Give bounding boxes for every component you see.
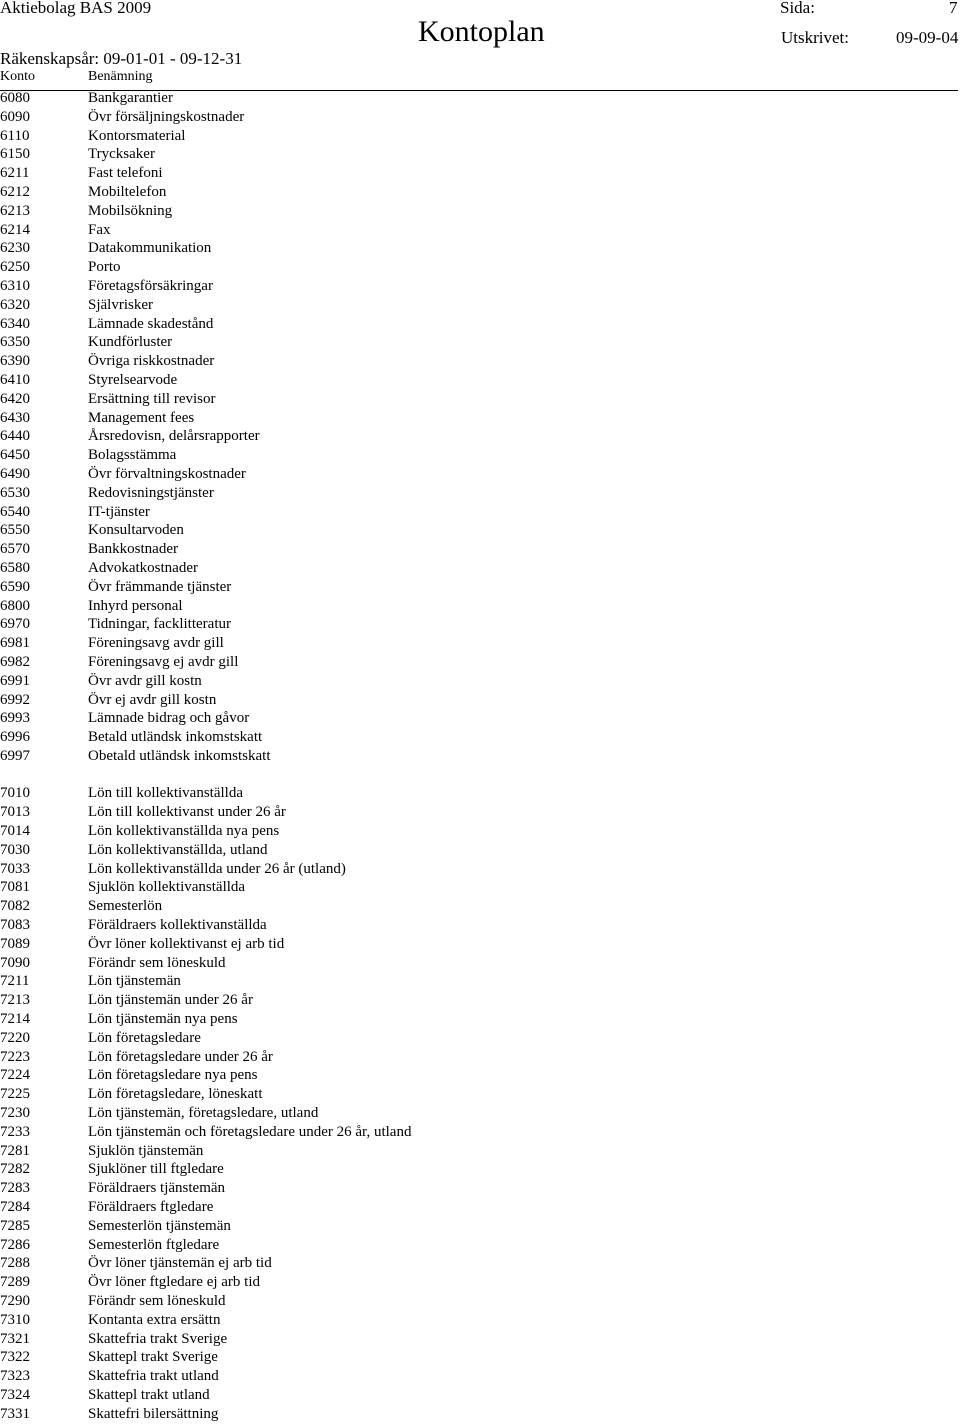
table-row <box>0 878 958 897</box>
account-name: Bankkostnader <box>88 541 178 558</box>
table-row <box>0 916 958 935</box>
table-row <box>0 258 958 277</box>
account-name: Kontorsmaterial <box>88 127 186 144</box>
table-row <box>0 1029 958 1048</box>
table-row <box>0 239 958 258</box>
account-name: Övr löner tjänstemän ej arb tid <box>88 1255 272 1272</box>
account-number: 7220 <box>0 1029 30 1046</box>
account-number: 7030 <box>0 841 30 858</box>
account-name: IT-tjänster <box>88 503 150 520</box>
account-name: Ersättning till revisor <box>88 390 216 407</box>
account-number: 7288 <box>0 1255 30 1272</box>
table-row <box>0 1085 958 1104</box>
account-number: 6213 <box>0 202 30 219</box>
account-name: Föräldraers kollektivanställda <box>88 917 267 934</box>
table-row <box>0 484 958 503</box>
account-name: Fast telefoni <box>88 165 163 182</box>
account-name: Mobilsökning <box>88 202 173 219</box>
account-name: Kontanta extra ersättn <box>88 1311 221 1328</box>
account-name: Självrisker <box>88 296 153 313</box>
table-row <box>0 333 958 352</box>
account-name: Skattefri bilersättning <box>88 1405 219 1422</box>
account-name: Trycksaker <box>88 146 155 163</box>
account-name: Övr försäljningskostnader <box>88 108 245 125</box>
account-name: Sjuklöner till ftgledare <box>88 1161 224 1178</box>
table-row <box>0 803 958 822</box>
account-number: 6997 <box>0 747 30 764</box>
account-name: Föräldraers ftgledare <box>88 1199 214 1216</box>
table-row <box>0 1048 958 1067</box>
account-name: Semesterlön tjänstemän <box>88 1217 231 1234</box>
account-name: Föreningsavg ej avdr gill <box>88 653 239 670</box>
table-row <box>0 841 958 860</box>
account-number: 6993 <box>0 710 30 727</box>
account-number: 6090 <box>0 108 30 125</box>
account-name: Förändr sem löneskuld <box>88 954 226 971</box>
account-number: 7323 <box>0 1368 30 1385</box>
account-number: 6320 <box>0 296 30 313</box>
account-name: Lön tjänstemän nya pens <box>88 1011 238 1028</box>
account-number: 6340 <box>0 315 30 332</box>
account-name: Lön företagsledare under 26 år <box>88 1048 273 1065</box>
account-number: 6214 <box>0 221 30 238</box>
account-number: 7230 <box>0 1105 30 1122</box>
table-row <box>0 1142 958 1161</box>
account-number: 6212 <box>0 183 30 200</box>
account-number: 6390 <box>0 353 30 370</box>
account-number: 7081 <box>0 879 30 896</box>
account-number: 7281 <box>0 1142 30 1159</box>
table-row <box>0 164 958 183</box>
account-name: Semesterlön ftgledare <box>88 1236 220 1253</box>
table-row <box>0 954 958 973</box>
account-name: Semesterlön <box>88 898 163 915</box>
account-name: Datakommunikation <box>88 240 212 257</box>
page-number: 7 <box>949 0 958 17</box>
account-name: Lön företagsledare nya pens <box>88 1067 258 1084</box>
account-name: Företagsförsäkringar <box>88 277 213 294</box>
account-name: Skattefria trakt utland <box>88 1368 219 1385</box>
table-row <box>0 935 958 954</box>
table-row <box>0 1348 958 1367</box>
table-row <box>0 465 958 484</box>
table-row <box>0 446 958 465</box>
account-list <box>0 89 958 1424</box>
table-row <box>0 691 958 710</box>
group-spacer <box>0 766 958 785</box>
account-number: 6410 <box>0 371 30 388</box>
table-row <box>0 1066 958 1085</box>
account-name: Övr ej avdr gill kostn <box>88 691 217 708</box>
table-row <box>0 127 958 146</box>
account-name: Lön kollektivanställda, utland <box>88 841 268 858</box>
account-name: Lön kollektivanställda under 26 år (utland) <box>88 860 346 877</box>
account-name: Föräldraers tjänstemän <box>88 1180 226 1197</box>
table-row <box>0 1160 958 1179</box>
account-number: 7090 <box>0 954 30 971</box>
table-row <box>0 315 958 334</box>
account-name: Lön företagsledare, löneskatt <box>88 1086 263 1103</box>
account-name: Management fees <box>88 409 195 426</box>
account-number: 7010 <box>0 785 30 802</box>
account-number: 6080 <box>0 90 30 106</box>
table-row <box>0 578 958 597</box>
account-number: 7310 <box>0 1311 30 1328</box>
account-number: 6981 <box>0 635 30 652</box>
account-name: Lön tjänstemän <box>88 973 181 990</box>
table-row <box>0 371 958 390</box>
table-row <box>0 427 958 446</box>
table-row <box>0 1217 958 1236</box>
table-row <box>0 860 958 879</box>
table-row <box>0 784 958 803</box>
table-row <box>0 972 958 991</box>
printed-label: Utskrivet: <box>781 28 849 47</box>
account-number: 7213 <box>0 992 30 1009</box>
account-number: 7089 <box>0 935 30 952</box>
table-row <box>0 1367 958 1386</box>
account-number: 6992 <box>0 691 30 708</box>
table-row <box>0 709 958 728</box>
account-number: 7322 <box>0 1349 30 1366</box>
table-row <box>0 202 958 221</box>
account-name: Porto <box>88 259 121 276</box>
printed-date: 09-09-04 <box>896 28 959 47</box>
table-row <box>0 1236 958 1255</box>
account-name: Övr löner ftgledare ej arb tid <box>88 1274 261 1291</box>
table-row <box>0 540 958 559</box>
table-row <box>0 352 958 371</box>
account-number: 7331 <box>0 1405 30 1422</box>
account-name: Lön till kollektivanst under 26 år <box>88 804 286 821</box>
account-number: 7289 <box>0 1274 30 1291</box>
account-name: Lämnade skadestånd <box>88 315 214 332</box>
table-row <box>0 1198 958 1217</box>
account-name: Obetald utländsk inkomstskatt <box>88 747 271 764</box>
account-name: Redovisningstjänster <box>88 484 214 501</box>
account-name: Skattefria trakt Sverige <box>88 1330 228 1347</box>
table-row <box>0 747 958 766</box>
table-row <box>0 634 958 653</box>
account-number: 6590 <box>0 578 30 595</box>
table-row <box>0 897 958 916</box>
account-number: 7083 <box>0 917 30 934</box>
account-name: Övr främmande tjänster <box>88 578 232 595</box>
account-number: 6230 <box>0 240 30 257</box>
table-row <box>0 1273 958 1292</box>
account-name: Lön tjänstemän, företagsledare, utland <box>88 1105 319 1122</box>
column-header-account: Konto <box>0 69 35 84</box>
account-number: 7033 <box>0 860 30 877</box>
account-number: 7283 <box>0 1180 30 1197</box>
table-row <box>0 991 958 1010</box>
account-name: Skattepl trakt utland <box>88 1386 210 1403</box>
account-number: 7224 <box>0 1067 30 1084</box>
table-row <box>0 672 958 691</box>
table-row <box>0 503 958 522</box>
account-name: Inhyrd personal <box>88 597 183 614</box>
account-number: 6570 <box>0 541 30 558</box>
account-number: 7233 <box>0 1123 30 1140</box>
account-name: Sjuklön kollektivanställda <box>88 879 246 896</box>
company-name: Aktiebolag BAS 2009 <box>0 0 152 17</box>
table-row <box>0 822 958 841</box>
account-number: 7285 <box>0 1217 30 1234</box>
table-row <box>0 409 958 428</box>
account-name: Advokatkostnader <box>88 559 198 576</box>
account-number: 6310 <box>0 277 30 294</box>
account-number: 7284 <box>0 1199 30 1216</box>
account-number: 7214 <box>0 1011 30 1028</box>
account-name: Övriga riskkostnader <box>88 353 215 370</box>
account-number: 6110 <box>0 127 30 144</box>
table-row <box>0 1292 958 1311</box>
table-row <box>0 89 958 108</box>
account-number: 7082 <box>0 898 30 915</box>
account-number: 6991 <box>0 672 30 689</box>
account-number: 6250 <box>0 259 30 276</box>
table-row <box>0 1386 958 1405</box>
table-row <box>0 108 958 127</box>
account-number: 6150 <box>0 146 30 163</box>
account-name: Kundförluster <box>88 334 173 351</box>
table-row <box>0 1405 958 1424</box>
account-number: 6430 <box>0 409 30 426</box>
account-name: Styrelsearvode <box>88 371 178 388</box>
account-name: Föreningsavg avdr gill <box>88 635 224 652</box>
table-row <box>0 653 958 672</box>
table-row <box>0 296 958 315</box>
account-number: 6530 <box>0 484 30 501</box>
account-number: 7013 <box>0 804 30 821</box>
table-row <box>0 1123 958 1142</box>
table-row <box>0 390 958 409</box>
account-number: 7211 <box>0 973 30 990</box>
account-number: 6550 <box>0 522 30 539</box>
account-name: Bankgarantier <box>88 90 173 106</box>
table-row <box>0 1179 958 1198</box>
account-name: Övr avdr gill kostn <box>88 672 202 689</box>
column-header-name: Benämning <box>88 69 153 84</box>
account-name: Skattepl trakt Sverige <box>88 1349 218 1366</box>
table-row <box>0 1254 958 1273</box>
account-number: 7286 <box>0 1236 30 1253</box>
account-name: Lön till kollektivanställda <box>88 785 243 802</box>
account-number: 6982 <box>0 653 30 670</box>
account-number: 6996 <box>0 729 30 746</box>
account-number: 6800 <box>0 597 30 614</box>
account-name: Betald utländsk inkomstskatt <box>88 729 263 746</box>
account-name: Sjuklön tjänstemän <box>88 1142 204 1159</box>
account-name: Övr löner kollektivanst ej arb tid <box>88 935 285 952</box>
account-number: 6970 <box>0 616 30 633</box>
account-name: Tidningar, facklitteratur <box>88 616 231 633</box>
account-number: 7225 <box>0 1086 30 1103</box>
table-row <box>0 615 958 634</box>
table-row <box>0 277 958 296</box>
account-name: Övr förvaltningskostnader <box>88 465 246 482</box>
account-number: 6580 <box>0 559 30 576</box>
report-title: Kontoplan <box>418 15 545 48</box>
account-number: 7223 <box>0 1048 30 1065</box>
account-number: 6350 <box>0 334 30 351</box>
account-number: 7321 <box>0 1330 30 1347</box>
account-number: 6211 <box>0 165 30 182</box>
account-name: Fax <box>88 221 111 238</box>
account-number: 7324 <box>0 1386 30 1403</box>
account-name: Konsultarvoden <box>88 522 184 539</box>
account-name: Mobiltelefon <box>88 183 167 200</box>
table-row <box>0 521 958 540</box>
account-name: Lön företagsledare <box>88 1029 201 1046</box>
table-row <box>0 221 958 240</box>
account-number: 6490 <box>0 465 30 482</box>
table-row <box>0 559 958 578</box>
account-number: 6450 <box>0 447 30 464</box>
table-row <box>0 145 958 164</box>
account-number: 6440 <box>0 428 30 445</box>
table-row <box>0 728 958 747</box>
page-label: Sida: <box>780 0 815 17</box>
account-name: Bolagsstämma <box>88 447 177 464</box>
account-name: Årsredovisn, delårsrapporter <box>88 428 260 445</box>
account-name: Förändr sem löneskuld <box>88 1293 226 1309</box>
account-number: 6420 <box>0 390 30 407</box>
account-number: 7014 <box>0 823 30 840</box>
table-row <box>0 1010 958 1029</box>
fiscal-year: Räkenskapsår: 09-01-01 - 09-12-31 <box>0 49 243 68</box>
table-row <box>0 1330 958 1349</box>
table-row <box>0 1311 958 1330</box>
account-number: 7282 <box>0 1161 30 1178</box>
account-number: 6540 <box>0 503 30 520</box>
account-name: Lön kollektivanställda nya pens <box>88 823 280 840</box>
account-number: 7290 <box>0 1293 30 1309</box>
table-row <box>0 1104 958 1123</box>
account-name: Lön tjänstemän under 26 år <box>88 992 253 1009</box>
account-name: Lämnade bidrag och gåvor <box>88 710 250 727</box>
table-row <box>0 183 958 202</box>
table-row <box>0 597 958 616</box>
account-name: Lön tjänstemän och företagsledare under 26 år, utland <box>88 1123 412 1140</box>
